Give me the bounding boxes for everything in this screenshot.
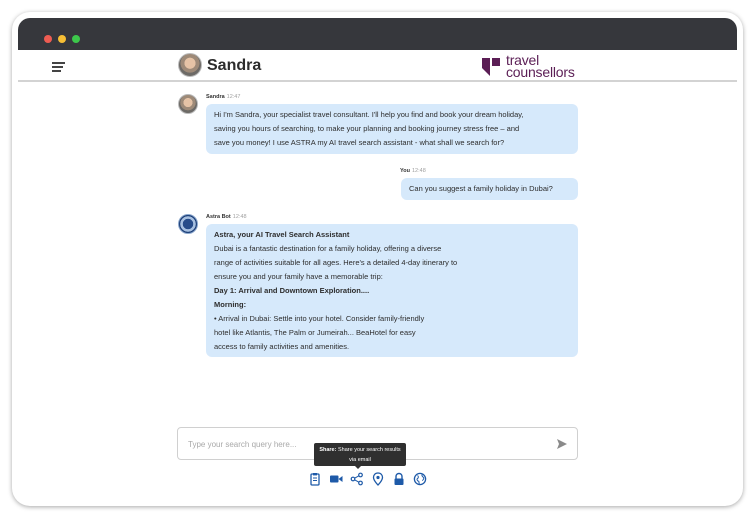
message-bubble-bot — [206, 224, 578, 357]
message-line: Dubai is a fantastic destination for a family holiday, offering a diverse — [214, 244, 442, 253]
tooltip-text: Share your search results via email — [337, 447, 401, 463]
logo-text-line1: travel — [506, 52, 540, 68]
message-heading: Astra, your AI Travel Search Assistant — [214, 230, 350, 239]
message-sender: Sandra — [206, 94, 225, 100]
globe-icon[interactable] — [413, 472, 427, 486]
video-icon[interactable] — [329, 472, 343, 486]
location-pin-icon[interactable] — [371, 472, 385, 486]
message-line: Can you suggest a family holiday in Dubai? — [409, 184, 553, 193]
send-icon[interactable] — [557, 439, 567, 449]
message-line: range of activities suitable for all ages. Here's a detailed 4-day itinerary to — [214, 258, 458, 267]
tooltip-title: Share: — [319, 447, 337, 453]
message-time: 12:48 — [411, 168, 426, 174]
message-time: 12:47 — [226, 94, 241, 100]
message-line: save you money! I use ASTRA my AI travel search assistant - what shall we search for? — [214, 138, 505, 147]
message-bubble-sandra — [206, 104, 578, 154]
message-time: 12:48 — [232, 214, 247, 220]
message-bubble-user — [401, 178, 578, 200]
app-window — [12, 12, 743, 506]
message-line: hotel like Atlantis, The Palm or Jumeirah... BeaHotel for easy — [214, 328, 416, 337]
message-meta — [206, 214, 247, 220]
message-line: ensure you and your family have a memorable trip: — [214, 272, 383, 281]
message-meta — [400, 168, 426, 174]
lock-icon[interactable] — [392, 472, 406, 486]
message-line: access to family activities and amenities. — [214, 342, 350, 351]
message-meta — [206, 94, 240, 100]
message-subheading: Morning: — [214, 300, 247, 309]
astra-bot-avatar — [178, 214, 198, 234]
agent-name: Sandra — [207, 57, 262, 74]
clipboard-icon[interactable] — [308, 472, 322, 486]
message-subheading: Day 1: Arrival and Downtown Exploration.... — [214, 286, 370, 295]
share-tooltip — [314, 443, 406, 466]
message-line: • Arrival in Dubai: Settle into your hotel. Consider family-friendly — [214, 314, 425, 323]
message-sender: Astra Bot — [206, 214, 231, 220]
message-line: saving you hours of searching, to make your planning and booking journey stress free – and — [214, 124, 520, 133]
logo-text-line2: counsellors — [506, 64, 575, 80]
sandra-avatar — [178, 94, 198, 114]
share-icon[interactable] — [350, 472, 364, 486]
message-sender: You — [400, 168, 410, 174]
message-line: Hi I'm Sandra, your specialist travel consultant. I'll help you find and book your dream holiday, — [214, 110, 524, 119]
